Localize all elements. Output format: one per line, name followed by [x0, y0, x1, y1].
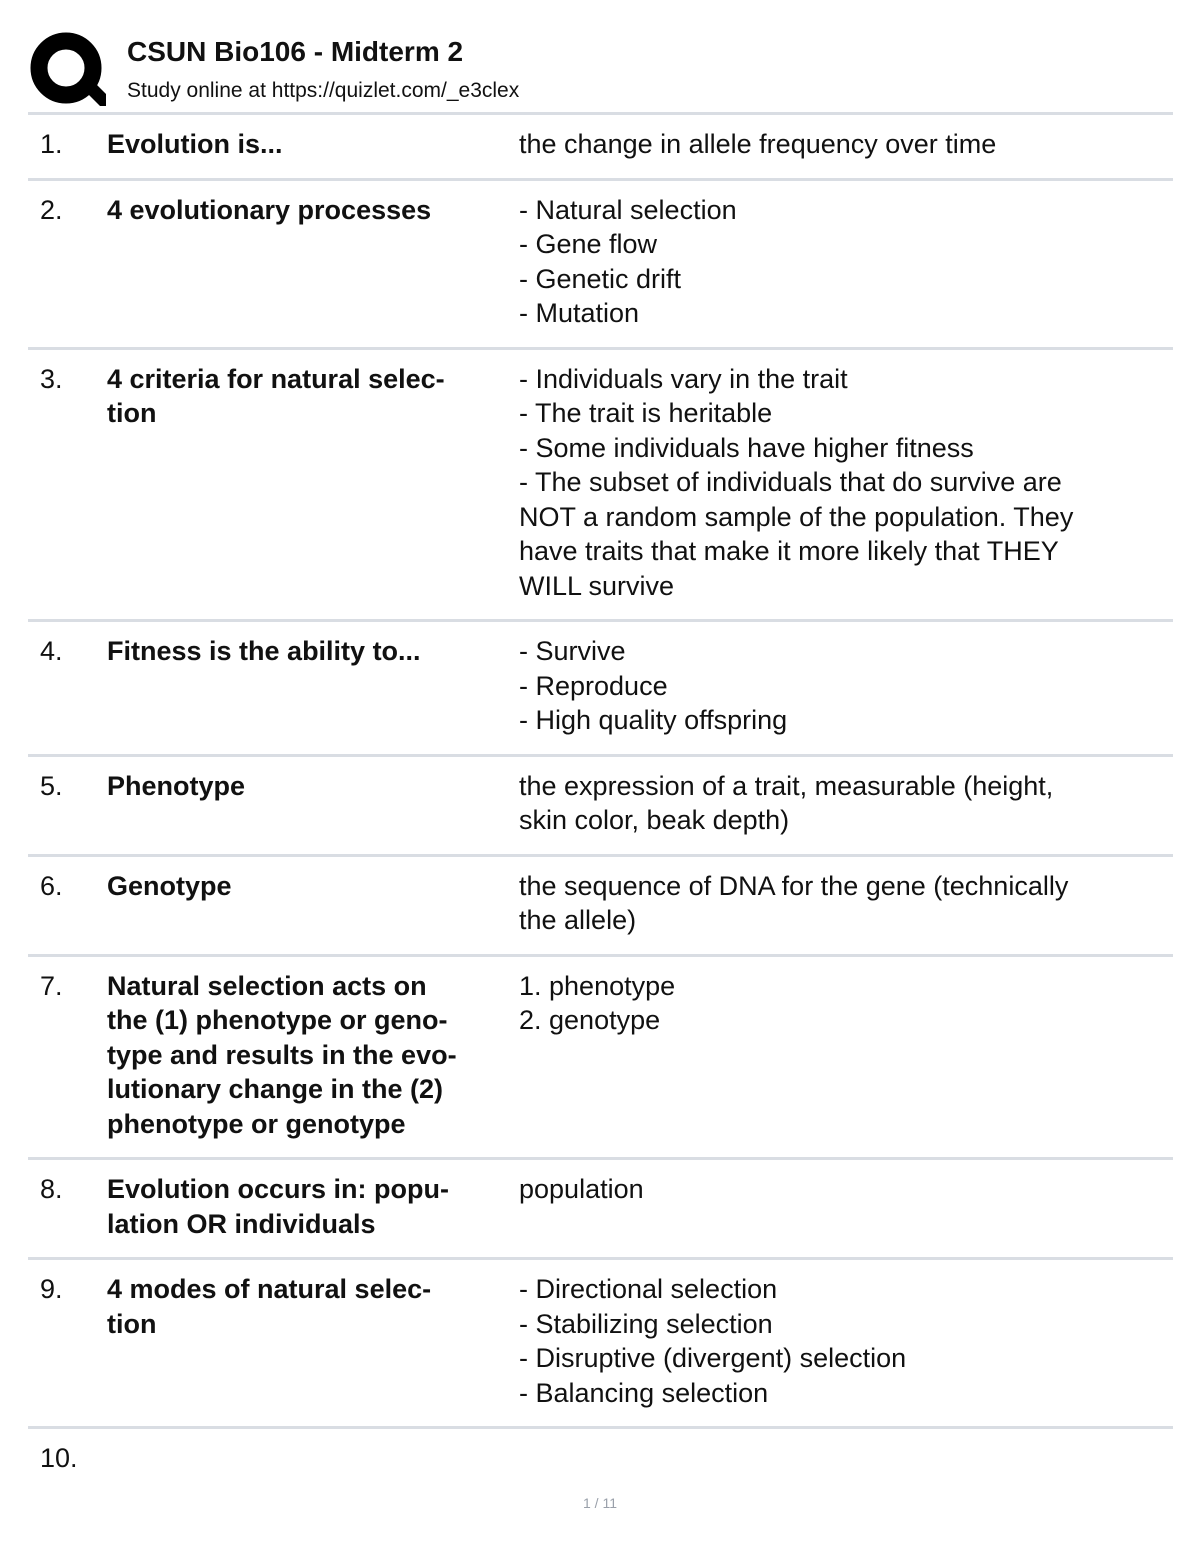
card-number: 2.: [40, 194, 63, 225]
flashcard-row: [28, 619, 1173, 754]
study-online-link[interactable]: Study online at https://quizlet.com/_e3clex: [127, 79, 520, 102]
card-term: Evolution is...: [107, 129, 283, 159]
card-term: 4 modes of natural selec- tion: [107, 1274, 432, 1339]
card-term: 4 criteria for natural selec- tion: [107, 363, 445, 428]
flashcard-row: [28, 954, 1173, 1158]
flashcard-row: [28, 1257, 1173, 1426]
quizlet-logo-icon: [30, 32, 106, 108]
card-definition: - Individuals vary in the trait - The trait is heritable - Some individuals have higher fitness - The subset of individuals that do survive are NOT a random sample of the population. They have traits that make it more likely that THEY WILL survive: [519, 363, 1074, 601]
card-term: Evolution occurs in: popu- lation OR individuals: [107, 1174, 449, 1239]
card-definition: the change in allele frequency over time: [519, 129, 997, 159]
card-definition: population: [519, 1174, 644, 1204]
card-number: 6.: [40, 870, 63, 901]
card-number: 3.: [40, 363, 63, 394]
flashcard-row: [28, 178, 1173, 347]
card-term: 4 evolutionary processes: [107, 194, 432, 225]
flashcard-row: [28, 1426, 1173, 1473]
card-number: 5.: [40, 770, 63, 801]
card-number: 1.: [40, 129, 63, 159]
card-term: Natural selection acts on the (1) phenotype or geno- type and results in the evo- lutionary change in the (2) phenotype or genotype: [107, 970, 457, 1139]
flashcard-row: [28, 112, 1173, 178]
card-term: Phenotype: [107, 770, 246, 801]
document-title: CSUN Bio106 - Midterm 2: [127, 36, 464, 67]
card-term: Genotype: [107, 870, 232, 901]
flashcard-row: [28, 1157, 1173, 1257]
document-header: [28, 30, 1178, 108]
card-number: 4.: [40, 636, 63, 666]
flashcard-row: [28, 347, 1173, 620]
card-definition: 1. phenotype 2. genotype: [519, 970, 676, 1035]
card-number: 7.: [40, 970, 63, 1001]
flashcard-row: [28, 854, 1173, 954]
flashcard-row: [28, 754, 1173, 854]
card-definition: - Natural selection - Gene flow - Genetic drift - Mutation: [519, 194, 737, 328]
card-definition: the expression of a trait, measurable (height, skin color, beak depth): [519, 770, 1054, 835]
card-definition: - Survive - Reproduce - High quality offspring: [519, 636, 788, 735]
page-indicator: 1 / 11: [583, 1495, 617, 1511]
card-number: 8.: [40, 1174, 63, 1204]
card-term: Fitness is the ability to...: [107, 636, 421, 666]
card-number: 10.: [40, 1443, 78, 1473]
flashcard-list: [28, 112, 1173, 1473]
card-definition: the sequence of DNA for the gene (technically the allele): [519, 870, 1069, 935]
card-definition: - Directional selection - Stabilizing selection - Disruptive (divergent) selection - Balancing selection: [519, 1274, 907, 1408]
card-number: 9.: [40, 1274, 63, 1304]
